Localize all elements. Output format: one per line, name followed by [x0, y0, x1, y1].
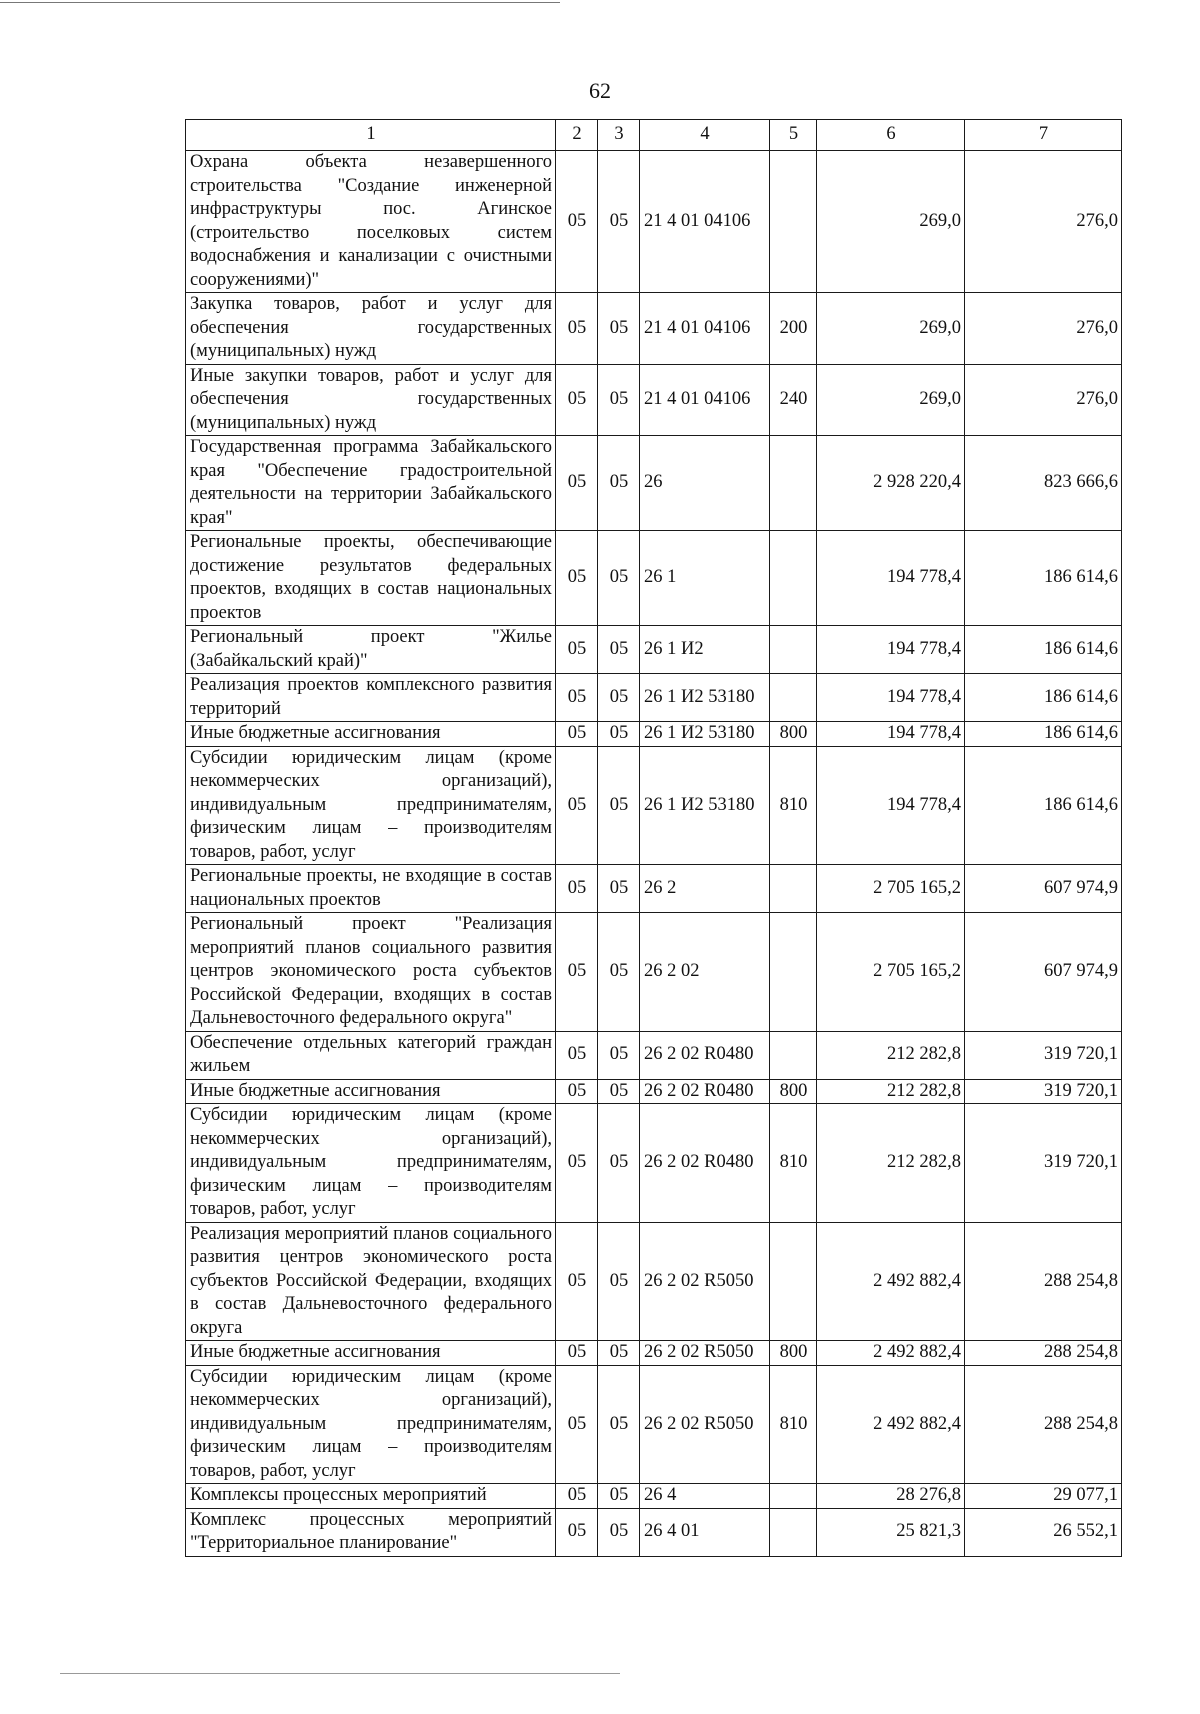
table-row [186, 293, 1122, 365]
row-section: 05 [556, 364, 598, 436]
row-section: 05 [556, 293, 598, 365]
header-col-4: 4 [640, 120, 770, 151]
table-row [186, 436, 1122, 531]
row-target-code: 26 1 И2 [640, 626, 770, 674]
table-row [186, 1222, 1122, 1341]
row-subsection: 05 [598, 674, 640, 722]
row-subsection: 05 [598, 1484, 640, 1509]
row-amount-year2: 276,0 [965, 151, 1122, 293]
row-amount-year2: 29 077,1 [965, 1484, 1122, 1509]
row-target-code: 26 4 01 [640, 1508, 770, 1556]
row-amount-year2: 607 974,9 [965, 913, 1122, 1032]
table-row [186, 913, 1122, 1032]
table-row [186, 364, 1122, 436]
row-expense-type: 810 [770, 746, 817, 865]
row-subsection: 05 [598, 865, 640, 913]
table-row [186, 1104, 1122, 1223]
row-name: Обеспечение отдельных категорий граждан жильем [186, 1031, 556, 1079]
table-row [186, 865, 1122, 913]
row-amount-year1: 2 492 882,4 [817, 1222, 965, 1341]
row-amount-year1: 269,0 [817, 151, 965, 293]
table-row [186, 1079, 1122, 1104]
row-expense-type [770, 865, 817, 913]
row-amount-year1: 28 276,8 [817, 1484, 965, 1509]
row-amount-year1: 212 282,8 [817, 1079, 965, 1104]
header-col-2: 2 [556, 120, 598, 151]
row-subsection: 05 [598, 913, 640, 1032]
row-name: Региональные проекты, не входящие в состав национальных проектов [186, 865, 556, 913]
header-col-6: 6 [817, 120, 965, 151]
table-row [186, 746, 1122, 865]
row-section: 05 [556, 1079, 598, 1104]
row-name: Иные бюджетные ассигнования [186, 1079, 556, 1104]
row-expense-type: 810 [770, 1365, 817, 1484]
table-row [186, 722, 1122, 747]
row-name: Комплексы процессных мероприятий [186, 1484, 556, 1509]
header-col-3: 3 [598, 120, 640, 151]
row-expense-type [770, 1508, 817, 1556]
budget-table [185, 119, 1122, 1557]
row-expense-type [770, 674, 817, 722]
scan-edge-bottom [60, 1673, 620, 1674]
row-target-code: 26 2 [640, 865, 770, 913]
row-subsection: 05 [598, 531, 640, 626]
row-expense-type [770, 436, 817, 531]
row-name: Региональный проект "Жилье (Забайкальский край)" [186, 626, 556, 674]
row-expense-type: 800 [770, 1341, 817, 1366]
row-amount-year2: 288 254,8 [965, 1222, 1122, 1341]
row-amount-year2: 276,0 [965, 364, 1122, 436]
row-amount-year1: 2 492 882,4 [817, 1365, 965, 1484]
row-target-code: 26 2 02 R5050 [640, 1341, 770, 1366]
row-section: 05 [556, 626, 598, 674]
row-expense-type: 240 [770, 364, 817, 436]
row-expense-type [770, 626, 817, 674]
row-name: Иные бюджетные ассигнования [186, 722, 556, 747]
row-subsection: 05 [598, 364, 640, 436]
header-col-1: 1 [186, 120, 556, 151]
row-target-code: 26 2 02 [640, 913, 770, 1032]
table-row [186, 674, 1122, 722]
row-amount-year2: 186 614,6 [965, 746, 1122, 865]
row-expense-type [770, 913, 817, 1032]
row-section: 05 [556, 1365, 598, 1484]
row-expense-type: 800 [770, 1079, 817, 1104]
row-name: Государственная программа Забайкальского края "Обеспечение градостроительной деятельности на территории Забайкальского края" [186, 436, 556, 531]
table-row [186, 531, 1122, 626]
table-row [186, 1484, 1122, 1509]
row-target-code: 26 1 И2 53180 [640, 746, 770, 865]
row-amount-year1: 212 282,8 [817, 1104, 965, 1223]
page-number: 62 [589, 78, 611, 103]
row-subsection: 05 [598, 746, 640, 865]
table-row [186, 1031, 1122, 1079]
row-amount-year1: 2 705 165,2 [817, 865, 965, 913]
table-row [186, 1508, 1122, 1556]
row-section: 05 [556, 674, 598, 722]
table-row [186, 151, 1122, 293]
row-subsection: 05 [598, 436, 640, 531]
row-target-code: 26 1 [640, 531, 770, 626]
row-target-code: 21 4 01 04106 [640, 151, 770, 293]
row-section: 05 [556, 865, 598, 913]
row-amount-year2: 607 974,9 [965, 865, 1122, 913]
row-amount-year2: 26 552,1 [965, 1508, 1122, 1556]
header-col-7: 7 [965, 120, 1122, 151]
row-section: 05 [556, 436, 598, 531]
row-expense-type: 810 [770, 1104, 817, 1223]
row-target-code: 21 4 01 04106 [640, 364, 770, 436]
row-name: Региональные проекты, обеспечивающие достижение результатов федеральных проектов, входящих в состав национальных проектов [186, 531, 556, 626]
row-subsection: 05 [598, 626, 640, 674]
row-subsection: 05 [598, 1222, 640, 1341]
row-section: 05 [556, 1222, 598, 1341]
row-target-code: 26 [640, 436, 770, 531]
row-section: 05 [556, 1031, 598, 1079]
row-name: Субсидии юридическим лицам (кроме некоммерческих организаций), индивидуальным предпринимателям, физическим лицам – производителям товаров, работ, услуг [186, 746, 556, 865]
row-amount-year1: 194 778,4 [817, 746, 965, 865]
row-amount-year2: 288 254,8 [965, 1365, 1122, 1484]
row-amount-year2: 186 614,6 [965, 722, 1122, 747]
row-expense-type [770, 1484, 817, 1509]
row-amount-year2: 186 614,6 [965, 531, 1122, 626]
row-expense-type [770, 151, 817, 293]
row-expense-type [770, 1222, 817, 1341]
row-amount-year1: 194 778,4 [817, 531, 965, 626]
row-amount-year1: 269,0 [817, 364, 965, 436]
row-name: Иные закупки товаров, работ и услуг для обеспечения государственных (муниципальных) нужд [186, 364, 556, 436]
row-amount-year1: 2 705 165,2 [817, 913, 965, 1032]
row-amount-year2: 319 720,1 [965, 1104, 1122, 1223]
row-amount-year2: 319 720,1 [965, 1079, 1122, 1104]
row-section: 05 [556, 913, 598, 1032]
row-amount-year1: 212 282,8 [817, 1031, 965, 1079]
row-amount-year1: 194 778,4 [817, 722, 965, 747]
row-target-code: 21 4 01 04106 [640, 293, 770, 365]
row-section: 05 [556, 1341, 598, 1366]
table-row [186, 1341, 1122, 1366]
row-name: Субсидии юридическим лицам (кроме некоммерческих организаций), индивидуальным предпринимателям, физическим лицам – производителям товаров, работ, услуг [186, 1365, 556, 1484]
row-amount-year1: 194 778,4 [817, 674, 965, 722]
row-expense-type: 800 [770, 722, 817, 747]
row-name: Комплекс процессных мероприятий "Территориальное планирование" [186, 1508, 556, 1556]
row-expense-type [770, 531, 817, 626]
row-section: 05 [556, 746, 598, 865]
row-section: 05 [556, 531, 598, 626]
table-row [186, 1365, 1122, 1484]
row-subsection: 05 [598, 1031, 640, 1079]
row-section: 05 [556, 151, 598, 293]
row-expense-type: 200 [770, 293, 817, 365]
row-target-code: 26 2 02 R5050 [640, 1222, 770, 1341]
row-amount-year2: 276,0 [965, 293, 1122, 365]
table-body [186, 151, 1122, 1557]
row-name: Реализация мероприятий планов социального развития центров экономического роста субъектов Российской Федерации, входящих в состав Дальневосточного федерального округа [186, 1222, 556, 1341]
row-name: Закупка товаров, работ и услуг для обеспечения государственных (муниципальных) нужд [186, 293, 556, 365]
row-section: 05 [556, 722, 598, 747]
row-name: Субсидии юридическим лицам (кроме некоммерческих организаций), индивидуальным предпринимателям, физическим лицам – производителям товаров, работ, услуг [186, 1104, 556, 1223]
row-subsection: 05 [598, 1508, 640, 1556]
row-section: 05 [556, 1104, 598, 1223]
row-target-code: 26 1 И2 53180 [640, 674, 770, 722]
row-target-code: 26 4 [640, 1484, 770, 1509]
row-subsection: 05 [598, 1341, 640, 1366]
row-amount-year2: 186 614,6 [965, 674, 1122, 722]
row-target-code: 26 2 02 R5050 [640, 1365, 770, 1484]
row-subsection: 05 [598, 293, 640, 365]
row-amount-year1: 194 778,4 [817, 626, 965, 674]
row-subsection: 05 [598, 1104, 640, 1223]
row-subsection: 05 [598, 151, 640, 293]
row-subsection: 05 [598, 1079, 640, 1104]
row-name: Региональный проект "Реализация мероприятий планов социального развития центров экономического роста субъектов Российской Федерации, входящих в состав Дальневосточного федерального округа" [186, 913, 556, 1032]
row-target-code: 26 2 02 R0480 [640, 1079, 770, 1104]
row-amount-year2: 319 720,1 [965, 1031, 1122, 1079]
row-subsection: 05 [598, 722, 640, 747]
scan-edge-top [0, 2, 560, 3]
row-amount-year1: 269,0 [817, 293, 965, 365]
row-amount-year1: 2 928 220,4 [817, 436, 965, 531]
row-section: 05 [556, 1484, 598, 1509]
table-header-row [186, 120, 1122, 151]
header-col-5: 5 [770, 120, 817, 151]
row-amount-year2: 186 614,6 [965, 626, 1122, 674]
row-name: Иные бюджетные ассигнования [186, 1341, 556, 1366]
table-row [186, 626, 1122, 674]
row-name: Охрана объекта незавершенного строительства "Создание инженерной инфраструктуры пос. Агинское (строительство поселковых систем водоснабжения и канализации с очистными сооружениями)" [186, 151, 556, 293]
row-amount-year1: 25 821,3 [817, 1508, 965, 1556]
row-amount-year2: 823 666,6 [965, 436, 1122, 531]
row-expense-type [770, 1031, 817, 1079]
row-subsection: 05 [598, 1365, 640, 1484]
row-target-code: 26 2 02 R0480 [640, 1031, 770, 1079]
row-amount-year1: 2 492 882,4 [817, 1341, 965, 1366]
row-name: Реализация проектов комплексного развития территорий [186, 674, 556, 722]
row-target-code: 26 2 02 R0480 [640, 1104, 770, 1223]
row-amount-year2: 288 254,8 [965, 1341, 1122, 1366]
row-target-code: 26 1 И2 53180 [640, 722, 770, 747]
row-section: 05 [556, 1508, 598, 1556]
